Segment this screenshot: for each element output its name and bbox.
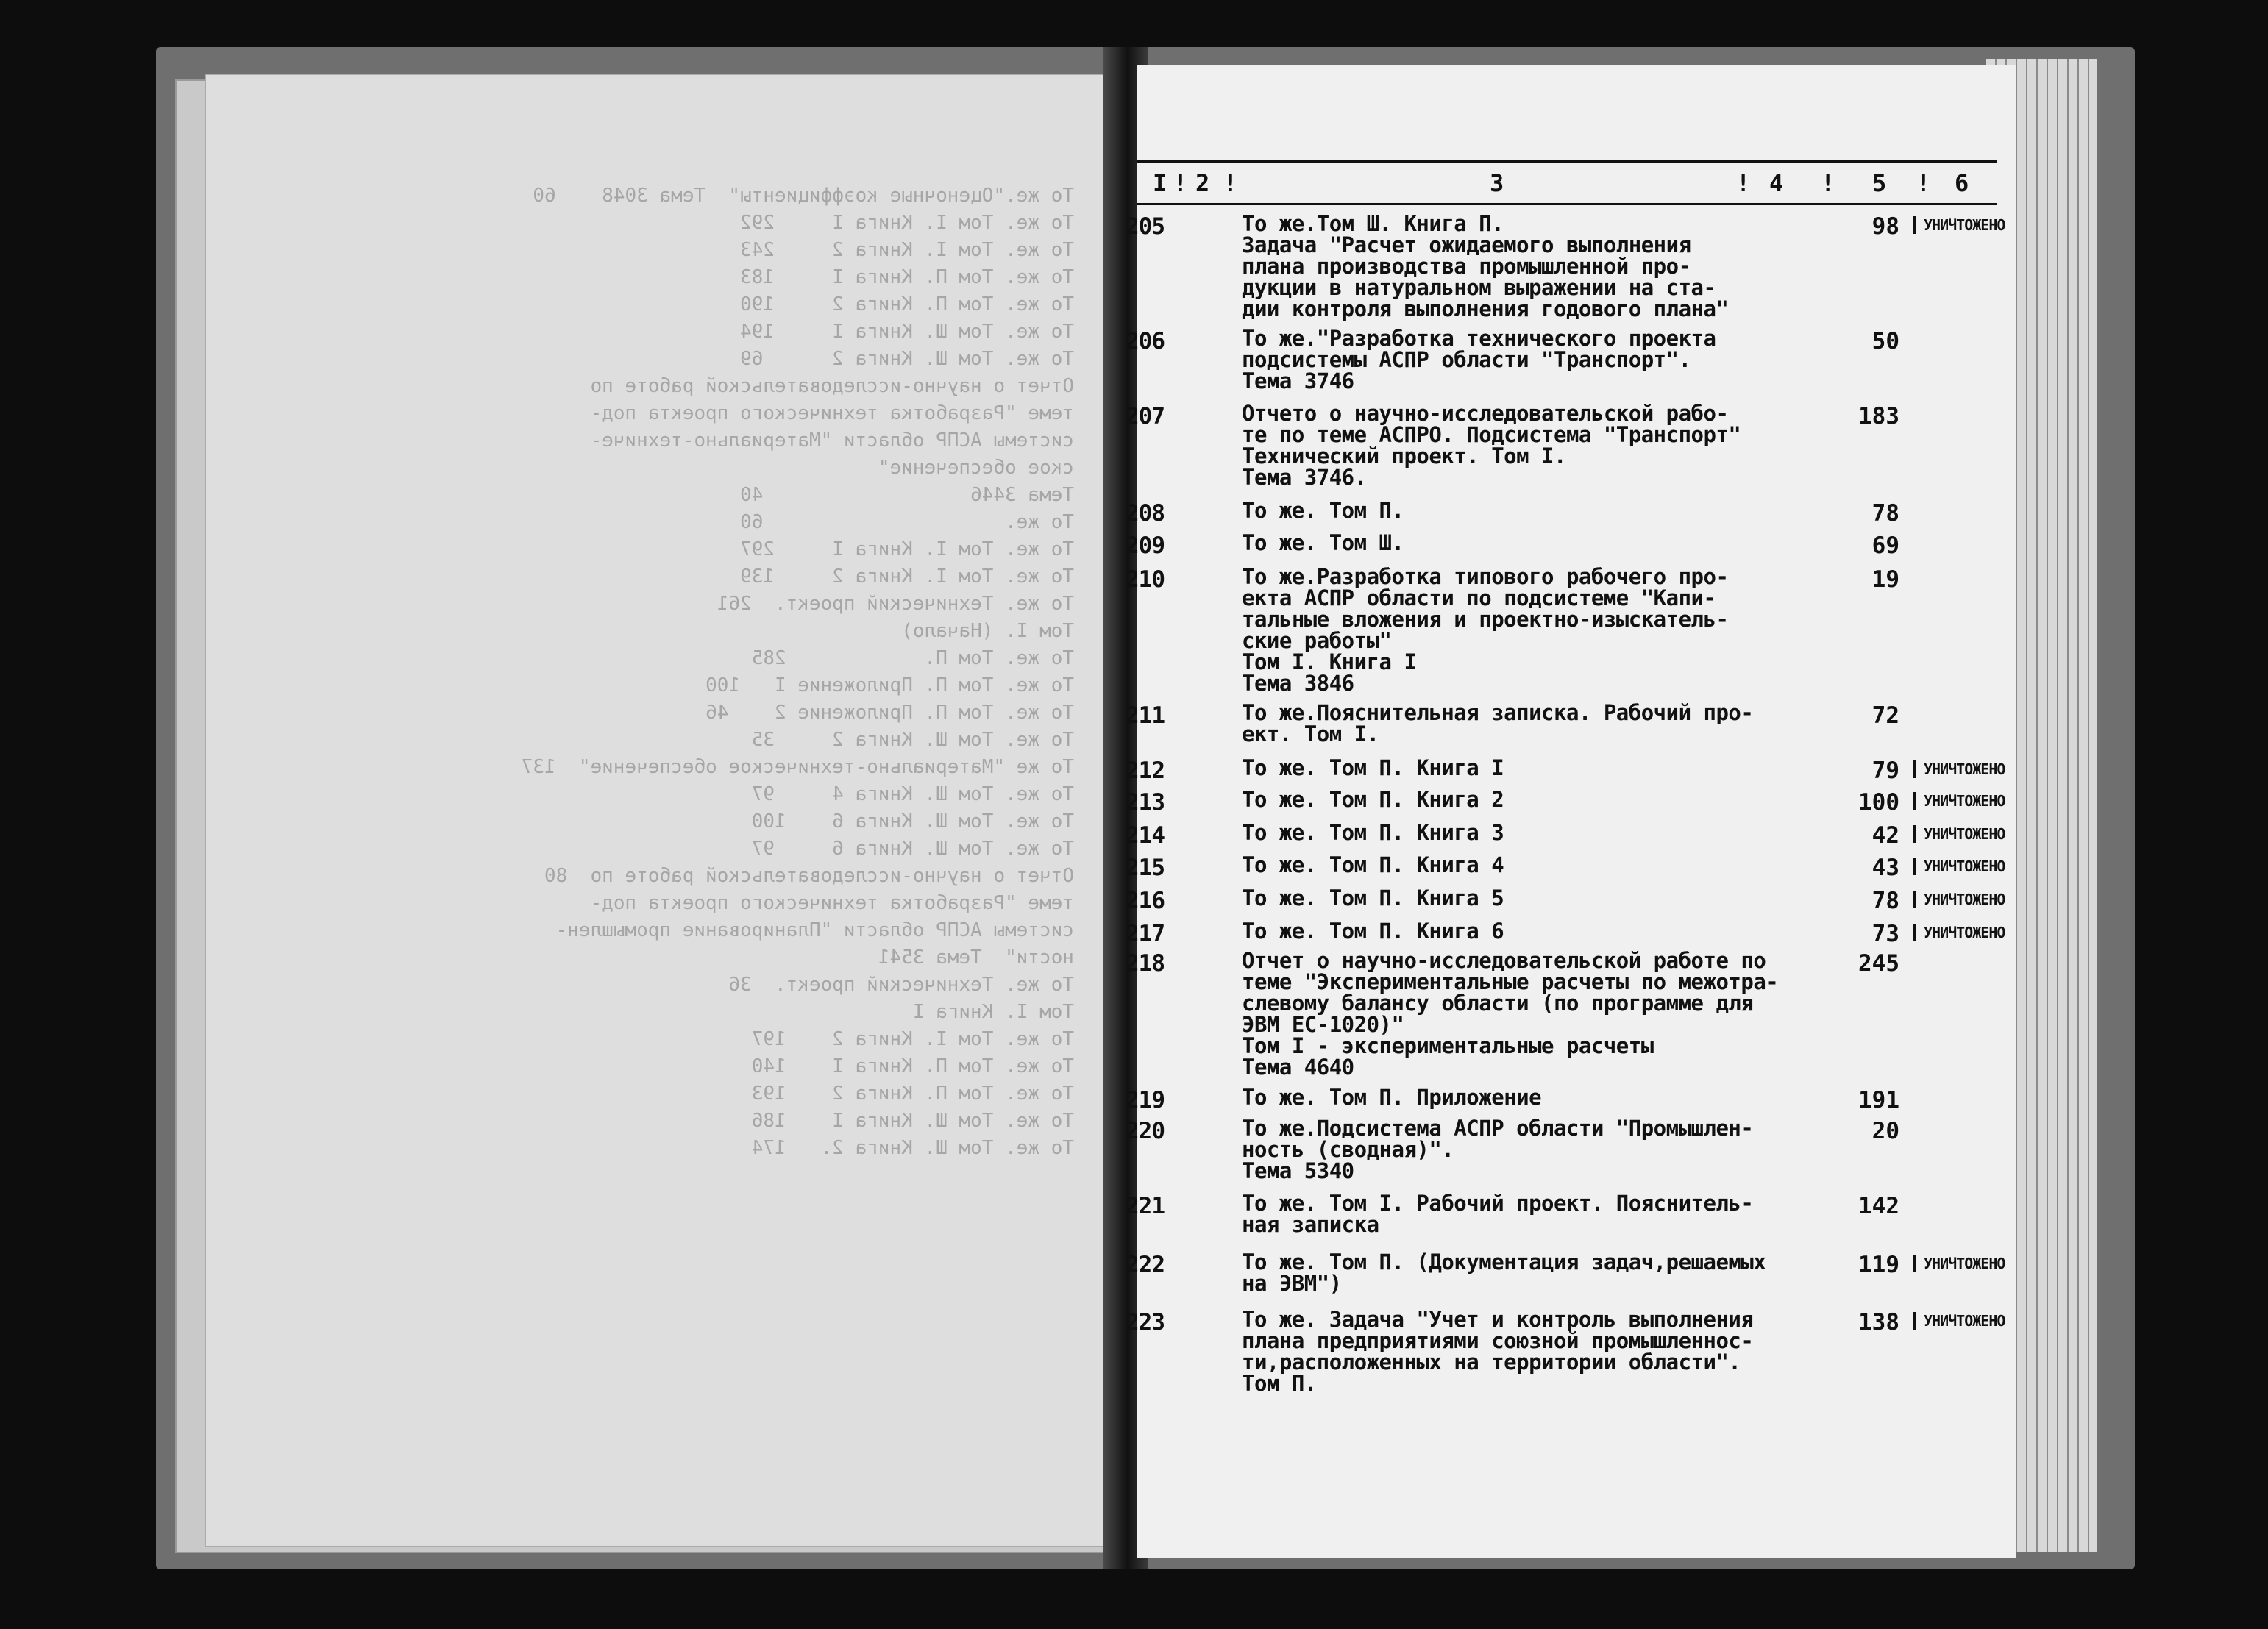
ghost-line: теме "Разработка технического проекта под- [590, 402, 1074, 424]
row-sheet-count: 73 [1871, 921, 1899, 947]
ghost-line: То же. Том П. Приложение I 100 [705, 674, 1074, 696]
ghost-line: системы АСПР области "Материально-техниче- [590, 429, 1074, 452]
ghost-line: системы АСПР области "Планирование промышлен- [555, 919, 1074, 941]
header-col5: 5 [1872, 169, 1887, 197]
row-number: 223 [1126, 1309, 1165, 1336]
ghost-line: То же."Оценочные коэффициенты" Тема 3048 60 [533, 185, 1074, 207]
ghost-line: ское обеспечение" [878, 457, 1074, 479]
destroyed-stamp: УНИЧТОЖЕНО [1913, 1312, 2005, 1330]
row-title: То же. Том П. Книга 2 [1242, 787, 1504, 812]
row-sheet-count: 78 [1871, 500, 1899, 527]
ghost-line: То же. Том Ш. Книга I 194 [740, 321, 1074, 343]
destroyed-stamp: УНИЧТОЖЕНО [1913, 825, 2005, 843]
row-title: То же. Том Ш. [1242, 530, 1404, 555]
row-title: Отчет о научно-исследовательской работе по теме "Экспериментальные расчеты по межотра- слевому балансу области (по программе для ЭВМ ЕС-1020)" Том I - экспериментальные расчеты Тема 4640 [1242, 948, 1779, 1080]
row-sheet-count: 43 [1871, 855, 1899, 881]
destroyed-stamp: УНИЧТОЖЕНО [1913, 216, 2005, 234]
row-sheet-count: 78 [1871, 888, 1899, 914]
row-title: То же. Том П. Книга 3 [1242, 820, 1504, 845]
ghost-line: То же. Том П. Книга 2 193 [751, 1083, 1074, 1105]
ghost-line: То же. Том I. Книга I 292 [740, 212, 1074, 234]
row-number: 207 [1126, 403, 1165, 429]
row-title: То же. Том П. Книга 5 [1242, 885, 1504, 910]
show-through-text [280, 184, 1074, 1434]
row-title: То же. Том П. Книга I [1242, 755, 1504, 780]
table-header: I ! 2 ! 3 ! 4 ! 5 ! 6 [1137, 160, 1997, 205]
row-number: 216 [1126, 888, 1165, 914]
row-number: 214 [1126, 822, 1165, 849]
header-col4: 4 [1769, 169, 1784, 197]
ghost-line: То же. Том I. Книга 2 243 [740, 239, 1074, 261]
ghost-line: То же. Том I. Книга I 297 [740, 538, 1074, 560]
row-number: 218 [1126, 950, 1165, 977]
row-sheet-count: 42 [1871, 822, 1899, 849]
row-title: То же. Том П. (Документация задач,решаемых на ЭВМ") [1242, 1250, 1766, 1296]
row-number: 205 [1126, 213, 1165, 240]
row-title: То же. Том П. Приложение [1242, 1085, 1542, 1110]
row-number: 212 [1126, 758, 1165, 784]
row-number: 222 [1126, 1252, 1165, 1278]
ghost-line: То же. Том Ш. Книга I 186 [751, 1110, 1074, 1132]
row-sheet-count: 69 [1871, 532, 1899, 559]
row-sheet-count: 138 [1858, 1309, 1899, 1336]
destroyed-stamp: УНИЧТОЖЕНО [1913, 1255, 2005, 1272]
row-title: То же. Том П. Книга 4 [1242, 852, 1504, 877]
ghost-line: То же. Том Ш. Книга 2 69 [740, 348, 1074, 370]
row-title: Отчето о научно-исследовательской рабо- те по теме АСПРО. Подсистема "Транспорт" Технический проект. Том I. Тема 3746. [1242, 401, 1741, 490]
ghost-line: То же. Том Ш. Книга 6 100 [751, 810, 1074, 833]
row-number: 219 [1126, 1087, 1165, 1113]
ghost-line: То же. Технический проект. 36 [728, 974, 1074, 996]
row-sheet-count: 98 [1871, 213, 1899, 240]
ghost-line: То же. Том Ш. Книга 4 97 [751, 783, 1074, 805]
ghost-line: Отчет о научно-исследовательской работе по [590, 375, 1074, 397]
ghost-line: Тема 3446 40 [740, 484, 1074, 506]
row-sheet-count: 191 [1858, 1087, 1899, 1113]
ghost-line: Том I. Книга I [912, 1001, 1074, 1023]
row-number: 210 [1126, 566, 1165, 593]
ghost-line: ности" Тема 3541 [878, 947, 1074, 969]
row-number: 206 [1126, 328, 1165, 354]
destroyed-stamp: УНИЧТОЖЕНО [1913, 891, 2005, 908]
header-col1: I [1153, 169, 1167, 197]
ghost-line: То же. Том П. Книга I 183 [740, 266, 1074, 288]
ghost-line: теме "Разработка технического проекта под- [590, 892, 1074, 914]
row-title: То же. Том П. Книга 6 [1242, 919, 1504, 944]
ghost-line: То же. Том П. Книга 2 190 [740, 293, 1074, 316]
ghost-line: Отчет о научно-исследовательской работе по 80 [544, 865, 1074, 887]
row-number: 211 [1126, 702, 1165, 729]
ghost-line: То же. Том П. Приложение 2 46 [705, 702, 1074, 724]
row-number: 215 [1126, 855, 1165, 881]
ghost-line: То же. Технический проект. 261 [717, 593, 1074, 615]
row-sheet-count: 100 [1858, 789, 1899, 816]
header-col2: 2 [1195, 169, 1210, 197]
row-title: То же.Подсистема АСПР области "Промышлен- ность (сводная)". Тема 5340 [1242, 1116, 1754, 1183]
destroyed-stamp: УНИЧТОЖЕНО [1913, 760, 2005, 778]
row-number: 217 [1126, 921, 1165, 947]
row-title: То же. Том П. [1242, 498, 1404, 523]
ghost-line: То же. Том Ш. Книга 6 97 [751, 838, 1074, 860]
row-title: То же."Разработка технического проекта подсистемы АСПР области "Транспорт". Тема 3746 [1242, 326, 1716, 393]
ghost-line: То же. Том П. 285 [751, 647, 1074, 669]
ghost-line: То же. Том I. Книга 2 197 [751, 1028, 1074, 1050]
row-number: 213 [1126, 789, 1165, 816]
row-title: То же. Задача "Учет и контроль выполнения плана предприятиями союзной промышленнос- ти,расположенных на территории области". Том П. [1242, 1307, 1754, 1396]
row-number: 221 [1126, 1193, 1165, 1219]
row-sheet-count: 119 [1858, 1252, 1899, 1278]
header-col6: 6 [1955, 169, 1969, 197]
row-sheet-count: 79 [1871, 758, 1899, 784]
ghost-line: То же. Том Ш. Книга 2. 174 [751, 1137, 1074, 1159]
row-sheet-count: 20 [1871, 1118, 1899, 1144]
row-title: То же.Том Ш. Книга П. Задача "Расчет ожидаемого выполнения плана производства промышленной про- дукции в натуральном выражении на ста- дии контроля выполнения годового плана" [1242, 211, 1729, 321]
ghost-line: То же "Материально-техническое обеспечение" 137 [521, 756, 1074, 778]
row-sheet-count: 50 [1871, 328, 1899, 354]
row-title: То же.Пояснительная записка. Рабочий про- ект. Том I. [1242, 700, 1754, 746]
destroyed-stamp: УНИЧТОЖЕНО [1913, 924, 2005, 941]
ghost-line: То же. Том I. Книга 2 139 [740, 566, 1074, 588]
destroyed-stamp: УНИЧТОЖЕНО [1913, 858, 2005, 875]
header-col3: 3 [1490, 169, 1504, 197]
destroyed-stamp: УНИЧТОЖЕНО [1913, 792, 2005, 810]
row-sheet-count: 183 [1858, 403, 1899, 429]
ghost-line: Том I. (Начало) [901, 620, 1074, 642]
ghost-line: То же. Том П. Книга I 140 [751, 1055, 1074, 1077]
row-number: 220 [1126, 1118, 1165, 1144]
row-number: 209 [1126, 532, 1165, 559]
row-sheet-count: 19 [1871, 566, 1899, 593]
ghost-line: То же. Том Ш. Книга 2 35 [751, 729, 1074, 751]
row-sheet-count: 142 [1858, 1193, 1899, 1219]
row-number: 208 [1126, 500, 1165, 527]
row-title: То же.Разработка типового рабочего про- екта АСПР области по подсистеме "Капи- тальные вложения и проектно-изыскатель- ские работы" Том I. Книга I Тема 3846 [1242, 564, 1729, 696]
row-sheet-count: 245 [1858, 950, 1899, 977]
row-title: То же. Том I. Рабочий проект. Пояснитель- ная записка [1242, 1191, 1754, 1237]
row-sheet-count: 72 [1871, 702, 1899, 729]
ghost-line: То же. 60 [740, 511, 1074, 533]
